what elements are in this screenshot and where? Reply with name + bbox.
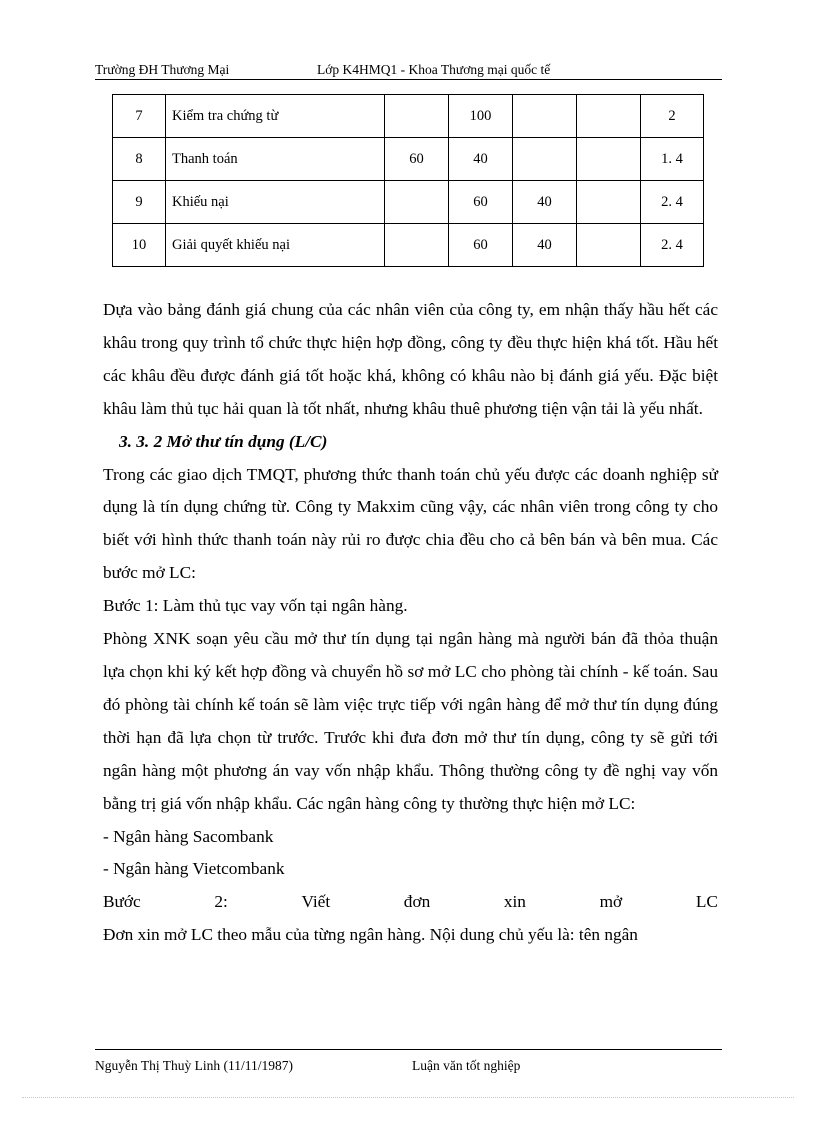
row-value <box>577 138 641 181</box>
table-row <box>113 224 704 267</box>
row-step-name: Kiểm tra chứng từ <box>166 95 385 138</box>
footer-doc-type: Luận văn tốt nghiệp <box>412 1058 521 1073</box>
paragraph-lc-intro: Trong các giao dịch TMQT, phương thức thanh toán chủ yếu được các doanh nghiệp sử dụng là tín dụng chứng từ. Công ty Makxim cũng vậy, các nhân viên trong công ty cho biết với hình thức thanh toán này rủi ro được chia đều cho cả bên bán và bên mua. Các bước mở LC: <box>103 464 718 583</box>
row-number: 10 <box>113 224 166 267</box>
row-value: 100 <box>449 95 513 138</box>
section-heading: 3. 3. 2 Mở thư tín dụng (L/C) <box>119 431 328 451</box>
step-2-word: đơn <box>403 892 431 912</box>
evaluation-table <box>112 94 704 267</box>
row-score: 2 <box>641 95 704 138</box>
page-header <box>95 61 722 80</box>
step-2-word: 2: <box>214 892 228 912</box>
step-2-word: mở <box>599 892 623 912</box>
row-step-name: Khiếu nại <box>166 181 385 224</box>
row-number: 9 <box>113 181 166 224</box>
row-value: 60 <box>449 224 513 267</box>
row-value <box>385 224 449 267</box>
footer-author: Nguyễn Thị Thuỳ Linh (11/11/1987) <box>95 1058 293 1073</box>
row-value <box>577 95 641 138</box>
table-row <box>113 95 704 138</box>
row-score: 2. 4 <box>641 181 704 224</box>
row-value: 40 <box>513 224 577 267</box>
row-value: 40 <box>513 181 577 224</box>
row-score: 2. 4 <box>641 224 704 267</box>
step-2-word: Viết <box>301 892 331 912</box>
table-row <box>113 181 704 224</box>
step-1: Bước 1: Làm thủ tục vay vốn tại ngân hàng. <box>103 596 408 616</box>
row-value <box>385 95 449 138</box>
row-value <box>513 138 577 181</box>
paragraph-lc-procedure: Phòng XNK soạn yêu cầu mở thư tín dụng tại ngân hàng mà người bán đã thỏa thuận lựa chọn khi ký kết hợp đồng và chuyển hồ sơ mở LC cho phòng tài chính - kế toán. Sau đó phòng tài chính kế toán sẽ làm việc trực tiếp với ngân hàng để mở thư tín dụng đúng thời hạn đã lựa chọn từ trước. Trước khi đưa đơn mở thư tín dụng, công ty sẽ gửi tới ngân hàng một phương án vay vốn nhập khẩu. Thông thường công ty đề nghị vay vốn bằng trị giá vốn nhập khẩu. Các ngân hàng công ty thường thực hiện mở LC: <box>103 629 718 813</box>
step-2-word: LC <box>695 892 718 912</box>
paragraph-lc-application: Đơn xin mở LC theo mẫu của từng ngân hàng. Nội dung chủ yếu là: tên ngân <box>103 925 638 945</box>
row-value: 60 <box>385 138 449 181</box>
step-2-word: Bước <box>103 892 141 912</box>
row-number: 8 <box>113 138 166 181</box>
row-value <box>577 224 641 267</box>
row-value <box>577 181 641 224</box>
row-value <box>513 95 577 138</box>
bank-list-item: - Ngân hàng Vietcombank <box>103 859 285 879</box>
paragraph-evaluation-summary: Dựa vào bảng đánh giá chung của các nhân viên của công ty, em nhận thấy hầu hết các khâu trong quy trình tổ chức thực hiện hợp đồng, công ty đều thực hiện khá tốt. Hầu hết các khâu đều được đánh giá tốt hoặc khá, không có khâu nào bị đánh giá yếu. Đặc biệt khâu làm thủ tục hải quan là tốt nhất, nhưng khâu thuê phương tiện vận tải là yếu nhất. <box>103 300 718 418</box>
row-score: 1. 4 <box>641 138 704 181</box>
row-number: 7 <box>113 95 166 138</box>
row-step-name: Thanh toán <box>166 138 385 181</box>
bank-list-item: - Ngân hàng Sacombank <box>103 826 274 846</box>
header-school: Trường ĐH Thương Mại <box>95 62 230 77</box>
row-value: 60 <box>449 181 513 224</box>
header-class: Lớp K4HMQ1 - Khoa Thương mại quốc tế <box>317 62 551 77</box>
table-row <box>113 138 704 181</box>
document-body <box>95 294 718 952</box>
row-value: 40 <box>449 138 513 181</box>
row-step-name: Giải quyết khiếu nại <box>166 224 385 267</box>
step-2 <box>95 886 718 919</box>
page-footer <box>95 1049 722 1073</box>
row-value <box>385 181 449 224</box>
page-bottom-divider <box>22 1097 794 1098</box>
step-2-word: xin <box>503 892 526 912</box>
